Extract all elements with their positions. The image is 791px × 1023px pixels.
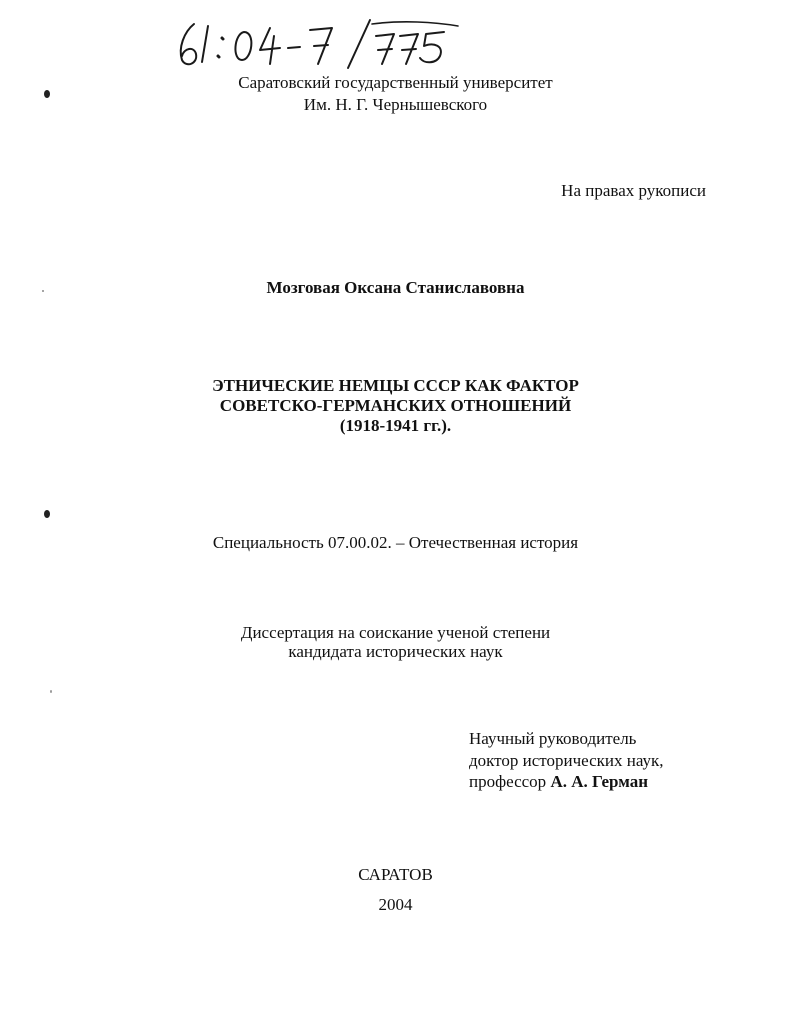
dissertation-line-2: кандидата исторических наук — [288, 642, 503, 661]
scan-speck — [44, 510, 50, 518]
supervisor-role: Научный руководитель — [469, 729, 637, 748]
scan-speck — [42, 290, 44, 292]
university-name: Саратовский государственный университет — [238, 73, 553, 92]
scan-speck — [44, 90, 50, 98]
city: САРАТОВ — [358, 865, 433, 884]
handwritten-catalog-code — [172, 14, 462, 72]
supervisor-title: профессор — [469, 772, 547, 791]
supervisor-name: А. А. Герман — [550, 772, 649, 791]
supervisor-degree: доктор исторических наук, — [469, 751, 664, 770]
university-patron: Им. Н. Г. Чернышевского — [303, 95, 488, 114]
author-name: Мозговая Оксана Станиславовна — [266, 278, 525, 297]
specialty: Специальность 07.00.02. – Отечественная история — [212, 533, 579, 552]
dissertation-line-1: Диссертация на соискание ученой степени — [240, 623, 551, 642]
title-line-2: СОВЕТСКО-ГЕРМАНСКИХ ОТНОШЕНИЙ — [219, 396, 572, 415]
scan-speck — [50, 690, 52, 693]
title-line-1: ЭТНИЧЕСКИЕ НЕМЦЫ СССР КАК ФАКТОР — [212, 376, 579, 395]
supervisor-name-line — [469, 771, 648, 792]
rights-note: На правах рукописи — [561, 181, 706, 200]
year: 2004 — [378, 895, 413, 914]
title-line-3: (1918-1941 гг.). — [339, 416, 452, 435]
